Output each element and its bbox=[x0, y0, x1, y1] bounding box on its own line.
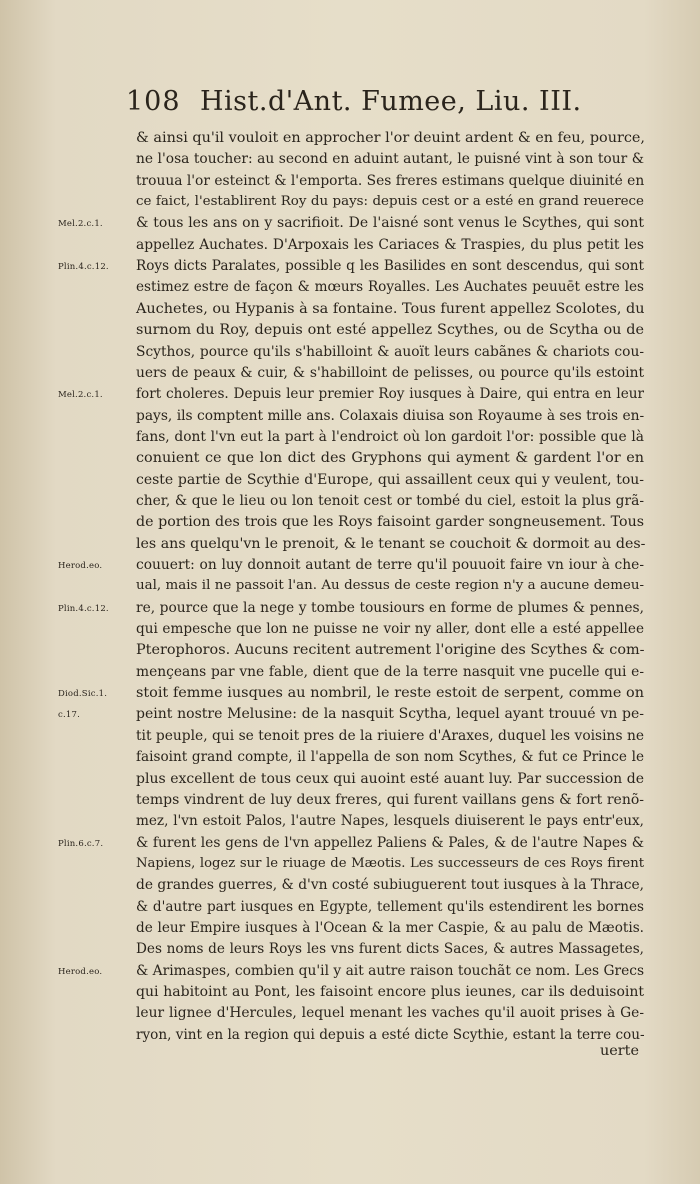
text-line: trouua l'or esteinct & l'emporta. Ses freres estimans quelque diuinité en bbox=[136, 172, 645, 189]
text-line: ceste partie de Scythie d'Europe, qui assaillent ceux qui y veulent, tou- bbox=[136, 471, 644, 488]
text-line: leur lignee d'Hercules, lequel menant les vaches qu'il auoit prises à Ge- bbox=[136, 1005, 644, 1022]
text-line: pays, ils comptent mille ans. Colaxais diuisa son Royaume à ses trois en- bbox=[136, 407, 645, 424]
text-line: ual, mais il ne passoit l'an. Au dessus de ceste region n'y a aucune demeu- bbox=[136, 578, 644, 594]
text-line: plus excellent de tous ceux qui auoint esté auant luy. Par succession de bbox=[136, 770, 644, 787]
text-line: ryon, vint en la region qui depuis a esté dicte Scythie, estant la terre cou- bbox=[136, 1026, 645, 1043]
text-line: appellez Auchates. D'Arpoxais les Cariaces & Traspies, du plus petit les bbox=[136, 236, 644, 253]
page-header bbox=[126, 86, 646, 126]
text-line: Scythos, pource qu'ils s'habilloint & auoït leurs cabãnes & chariots cou- bbox=[136, 343, 644, 360]
text-line: Roys dicts Paralates, possible q les Basilides en sont descendus, qui sont bbox=[136, 258, 644, 275]
text-line: Napiens, logez sur le riuage de Mæotis. Les successeurs de ces Roys firent bbox=[136, 855, 644, 871]
text-line: re, pource que la nege y tombe tousiours en forme de plumes & pennes, bbox=[136, 599, 644, 616]
text-line: fort choleres. Depuis leur premier Roy iusques à Daire, qui entra en leur bbox=[136, 386, 644, 403]
text-line: de portion des trois que les Roys faisoint garder songneusement. Tous bbox=[136, 514, 644, 531]
margin-note: Plin.6.c.7. bbox=[58, 838, 104, 849]
text-line: & d'autre part iusques en Egypte, tellement qu'ils estendirent les bornes bbox=[136, 898, 644, 915]
text-line: surnom du Roy, depuis ont esté appellez Scythes, ou de Scytha ou de bbox=[136, 322, 644, 339]
text-line: Des noms de leurs Roys les vns furent dicts Saces, & autres Massagetes, bbox=[136, 941, 644, 958]
text-line: faisoint grand compte, il l'appella de son nom Scythes, & fut ce Prince le bbox=[136, 749, 644, 766]
text-line: tit peuple, qui se tenoit pres de la riuiere d'Araxes, duquel les voisins ne bbox=[136, 727, 644, 744]
margin-note: Mel.2.c.1. bbox=[58, 219, 103, 230]
text-line: ce faict, l'establirent Roy du pays: depuis cest or a esté en grand reuerece bbox=[136, 194, 644, 210]
text-line: de grandes guerres, & d'vn costé subiuguerent tout iusques à la Thrace, bbox=[136, 877, 644, 894]
text-line: de leur Empire iusques à l'Ocean & la mer Caspie, & au palu de Mæotis. bbox=[136, 919, 644, 936]
margin-note: c.17. bbox=[58, 710, 80, 721]
text-line: mençeans par vne fable, dient que de la terre nasquit vne pucelle qui e- bbox=[136, 663, 644, 680]
running-title: Hist.d'Ant. Fumee, Liu. III. bbox=[200, 86, 582, 117]
folio-number: 108 bbox=[126, 86, 181, 117]
text-line: Pterophoros. Aucuns recitent autrement l'origine des Scythes & com- bbox=[136, 642, 645, 659]
text-line: & ainsi qu'il vouloit en approcher l'or deuint ardent & en feu, pource, bbox=[136, 130, 645, 146]
text-line: peint nostre Melusine: de la nasquit Scytha, lequel ayant trouué vn pe- bbox=[136, 706, 644, 723]
text-line: & Arimaspes, combien qu'il y ait autre raison touchãt ce nom. Les Grecs bbox=[136, 962, 645, 979]
text-line: Auchetes, ou Hypanis à sa fontaine. Tous furent appellez Scolotes, du bbox=[136, 300, 645, 317]
margin-note: Diod.Sic.1. bbox=[58, 689, 108, 700]
text-line: & furent les gens de l'vn appellez Paliens & Pales, & de l'autre Napes & bbox=[136, 834, 644, 851]
text-line: temps vindrent de luy deux freres, qui furent vaillans gens & fort renõ- bbox=[136, 791, 644, 808]
text-line: les ans quelqu'vn le prenoit, & le tenant se couchoit & dormoit au des- bbox=[136, 535, 646, 552]
text-line: uers de peaux & cuir, & s'habilloint de pelisses, ou pource qu'ils estoint bbox=[136, 364, 644, 381]
text-line: ne l'osa toucher: au second en aduint autant, le puisné vint à son tour & bbox=[136, 151, 644, 168]
margin-note: Plin.4.c.12. bbox=[58, 262, 109, 273]
text-line: cher, & que le lieu ou lon tenoit cest or tombé du ciel, estoit la plus grã- bbox=[136, 492, 644, 509]
text-line: conuient ce que lon dict des Gryphons qui ayment & gardent l'or en bbox=[136, 450, 644, 467]
text-line: fans, dont l'vn eut la part à l'endroict où lon gardoit l'or: possible que là bbox=[136, 428, 644, 445]
margin-note: Herod.eo. bbox=[58, 966, 103, 977]
text-line: couuert: on luy donnoit autant de terre qu'il pouuoit faire vn iour à che- bbox=[136, 557, 644, 573]
margin-note: Herod.eo. bbox=[58, 561, 103, 571]
text-line: & tous les ans on y sacrifioit. De l'aisné sont venus le Scythes, qui sont bbox=[136, 215, 644, 232]
text-line: mez, l'vn estoit Palos, l'autre Napes, lesquels diuiserent le pays entr'eux, bbox=[136, 813, 644, 830]
text-line: stoit femme iusques au nombril, le reste estoit de serpent, comme on bbox=[136, 685, 644, 702]
text-line: qui habitoint au Pont, les faisoint encore plus ieunes, car ils deduisoint bbox=[136, 984, 644, 1000]
text-line: estimez estre de façon & mœurs Royalles. Les Auchates peuuēt estre les bbox=[136, 279, 644, 296]
margin-note: Mel.2.c.1. bbox=[58, 390, 103, 401]
text-line: qui empesche que lon ne puisse ne voir ny aller, dont elle a esté appellee bbox=[136, 621, 644, 638]
margin-note: Plin.4.c.12. bbox=[58, 603, 109, 614]
catchword: uerte bbox=[600, 1043, 639, 1059]
